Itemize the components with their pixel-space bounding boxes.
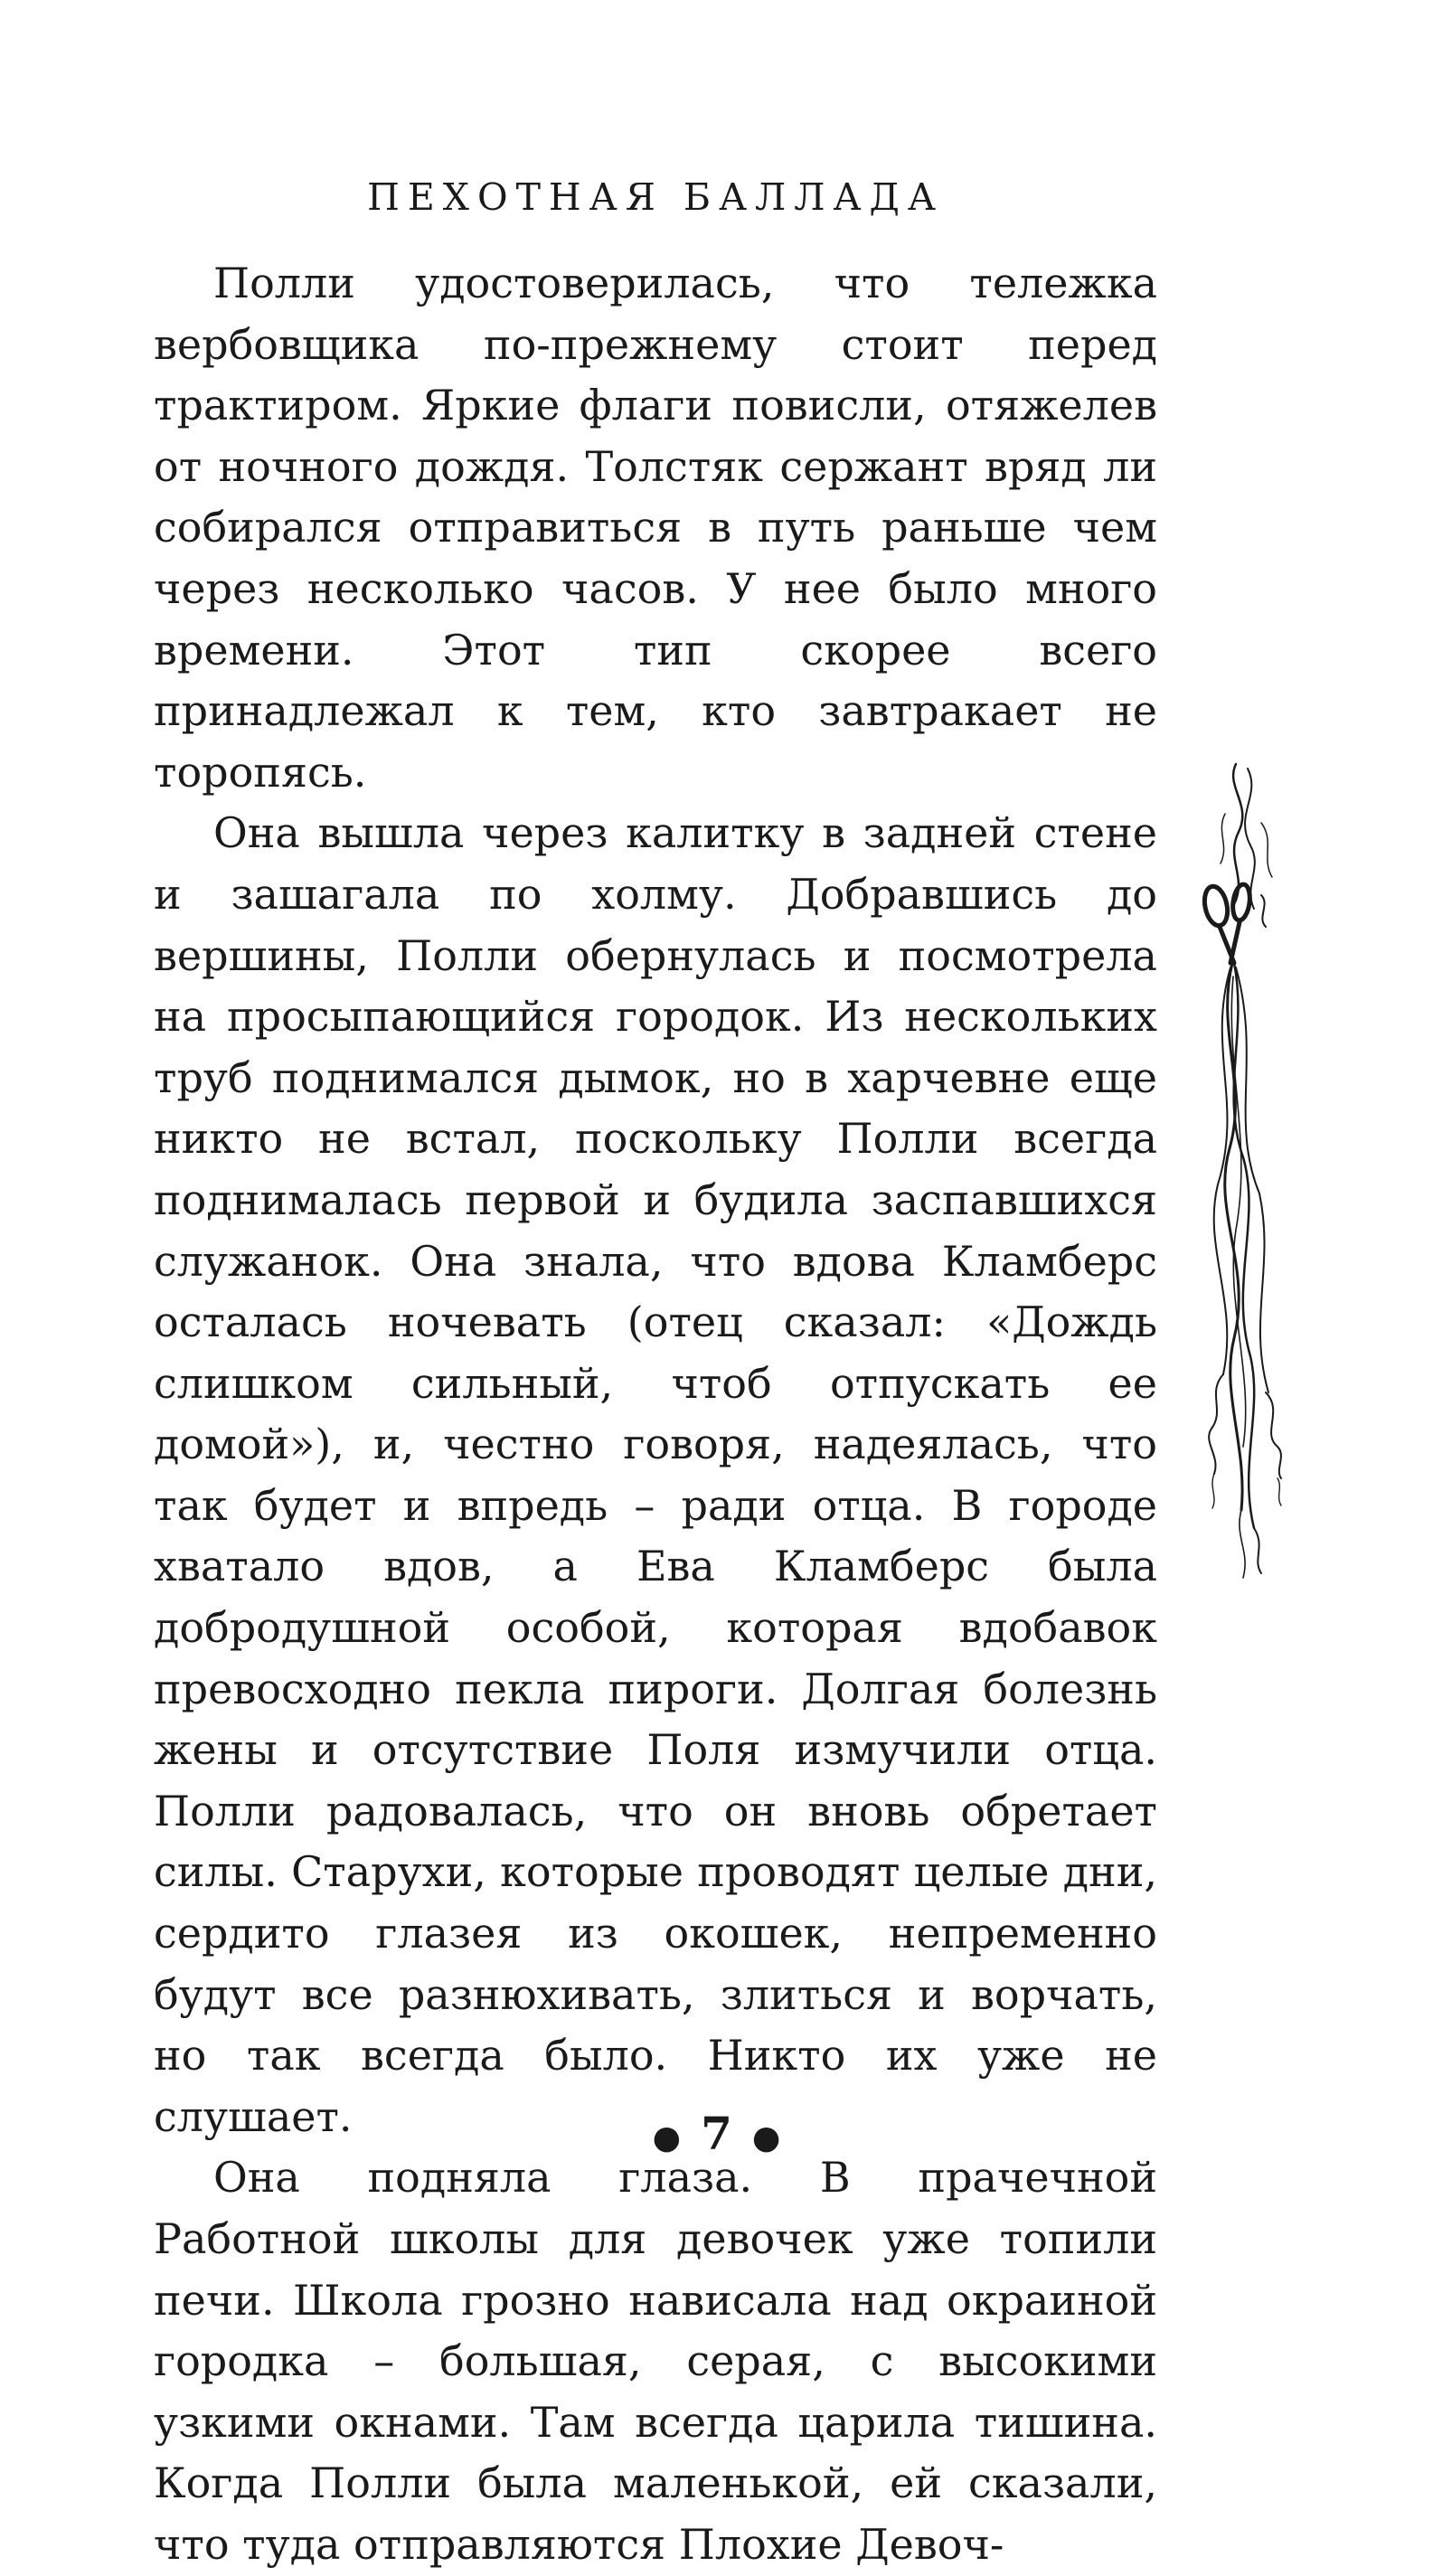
scissors-and-hair-ornament bbox=[1198, 760, 1288, 1591]
body-text bbox=[154, 253, 1157, 2576]
bullet-icon: ● bbox=[751, 2118, 781, 2156]
page-number: 7 bbox=[701, 2107, 732, 2160]
paragraph-3: Она подняла глаза. В прачечной Работной школы для девочек уже топили печи. Школа грозно нависала над окраиной городка – большая, серая, с высокими узкими окнами. Там всегда царила тишина. Когда Полли была маленькой, ей сказали, что туда отправляются Плохие Девоч- bbox=[154, 2153, 1157, 2569]
bullet-icon: ● bbox=[652, 2118, 682, 2156]
paragraph-1: Полли удостоверилась, что тележка вербовщика по-прежнему стоит перед трактиром. Яркие флаги повисли, отяжелев от ночного дождя. Толстяк сержант вряд ли собирался отправиться в путь раньше чем через несколько часов. У нее было много времени. Этот тип скорее всего принадлежал к тем, кто завтракает не торопясь. bbox=[154, 259, 1157, 797]
paragraph-2: Она вышла через калитку в задней стене и зашагала по холму. Добравшись до вершины, Полли обернулась и посмотрела на просыпающийся городок. Из нескольких труб поднимался дымок, но в харчевне еще никто не встал, поскольку Полли всегда поднималась первой и будила заспавшихся служанок. Она знала, что вдова Кламберс осталась ночевать (отец сказал: «Дождь слишком сильный, чтоб отпускать ее домой»), и, честно говоря, надеялась, что так будет и впредь – ради отца. В городе хватало вдов, а Ева Кламберс была добродушной особой, которая вдобавок превосходно пекла пироги. Долгая болезнь жены и отсутствие Поля измучили отца. Полли радовалась, что он вновь обретает силы. Старухи, которые проводят целые дни, сердито глазея из окошек, непременно будут все разнюхивать, злиться и ворчать, но так всегда было. Никто их уже не слушает. bbox=[154, 808, 1157, 2141]
running-head: ПЕХОТНАЯ БАЛЛАДА bbox=[367, 175, 944, 219]
page-number-footer bbox=[0, 2102, 1433, 2169]
